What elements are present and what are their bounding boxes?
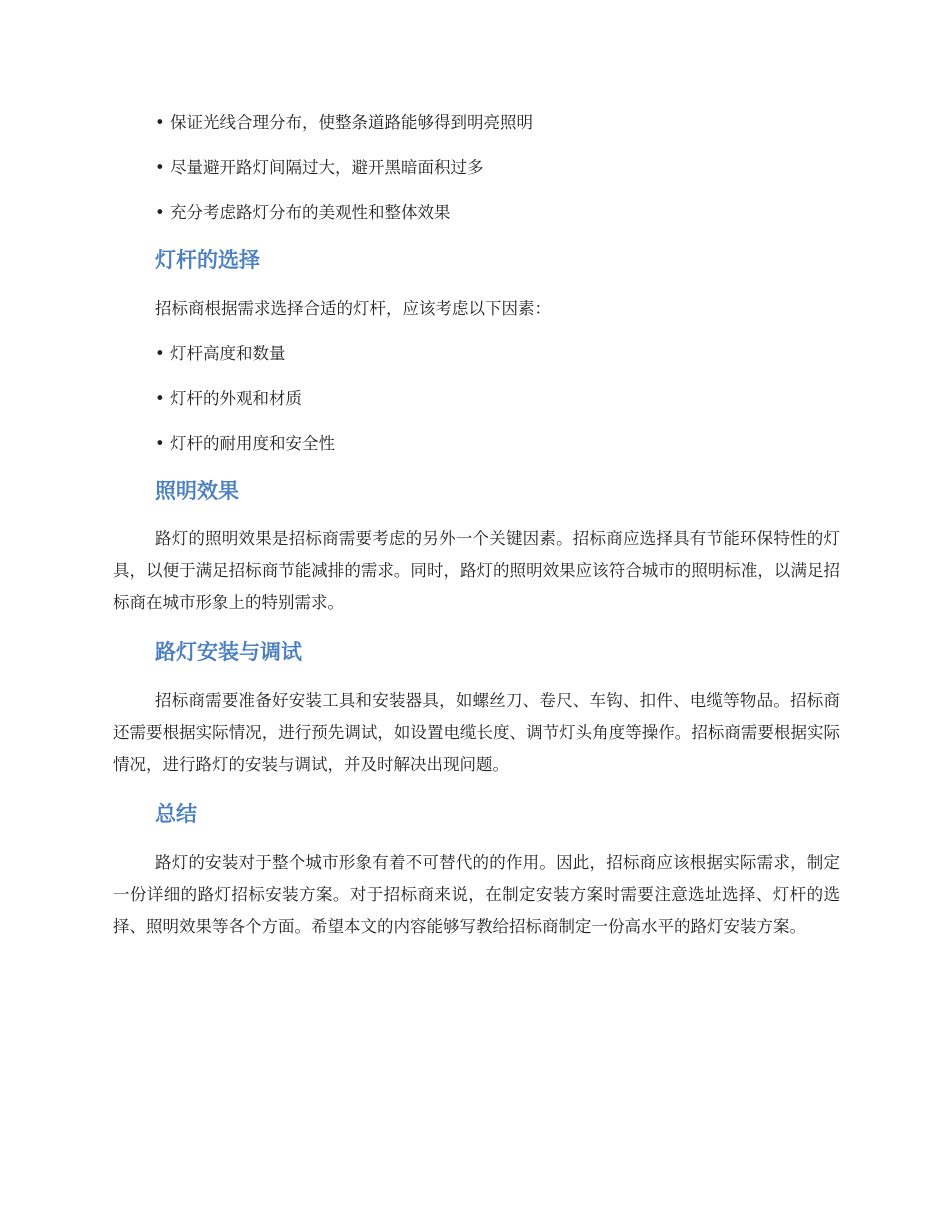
- lighting-paragraph: 路灯的照明效果是招标商需要考虑的另外一个关键因素。招标商应选择具有节能环保特性的灯具，以便于满足招标商节能减排的需求。同时，路灯的照明效果应该符合城市的照明标准，以满足招标商在城市形象上的特别需求。: [113, 529, 840, 612]
- bullet-item: • 充分考虑路灯分布的美观性和整体效果: [155, 203, 451, 222]
- section-heading-summary: 总结: [155, 802, 197, 826]
- section-heading-lighting: 照明效果: [155, 479, 239, 503]
- bullet-item: • 保证光线合理分布，使整条道路能够得到明亮照明: [155, 113, 533, 132]
- bullet-item: • 灯杆的耐用度和安全性: [155, 434, 335, 453]
- bullet-item: • 灯杆的外观和材质: [155, 389, 302, 408]
- install-paragraph: 招标商需要准备好安装工具和安装器具，如螺丝刀、卷尺、车钩、扣件、电缆等物品。招标商还需要根据实际情况，进行预先调试，如设置电缆长度、调节灯头角度等操作。招标商需要根据实际情况，进行路灯的安装与调试，并及时解决出现问题。: [113, 691, 840, 774]
- pole-intro-text: 招标商根据需求选择合适的灯杆，应该考虑以下因素：: [155, 299, 551, 318]
- bullet-item: • 尽量避开路灯间隔过大，避开黑暗面积过多: [155, 158, 484, 177]
- section-heading-install: 路灯安装与调试: [155, 640, 302, 664]
- bullet-item: • 灯杆高度和数量: [155, 344, 286, 363]
- summary-paragraph: 路灯的安装对于整个城市形象有着不可替代的的作用。因此，招标商应该根据实际需求，制定一份详细的路灯招标安装方案。对于招标商来说，在制定安装方案时需要注意选址选择、灯杆的选择、照明效果等各个方面。希望本文的内容能够写教给招标商制定一份高水平的路灯安装方案。: [113, 853, 840, 936]
- section-heading-pole: 灯杆的选择: [155, 248, 260, 272]
